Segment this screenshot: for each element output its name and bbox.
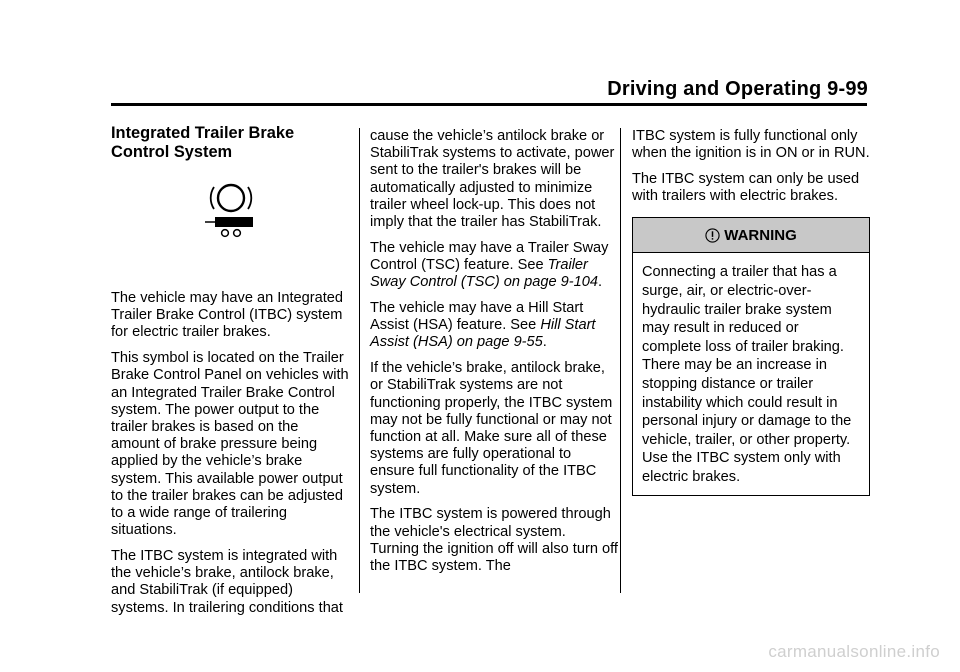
column-3 bbox=[632, 128, 870, 496]
warning-label: WARNING bbox=[724, 226, 797, 244]
watermark: carmanualsonline.info bbox=[768, 642, 940, 661]
paragraph: The ITBC system is powered through the vehicle's electrical system. Turning the ignition off will also turn off the ITBC system. The bbox=[370, 506, 618, 575]
cross-reference-link[interactable]: Hill Start Assist (HSA) on page 9-55 bbox=[370, 317, 596, 351]
warning-header bbox=[633, 218, 869, 253]
column-divider bbox=[359, 128, 360, 593]
paragraph-text: The vehicle may have a Trailer Sway Control (TSC) feature. See bbox=[370, 239, 609, 274]
warning-box bbox=[632, 217, 870, 495]
column-divider bbox=[620, 128, 621, 593]
header-rule bbox=[111, 103, 867, 106]
paragraph bbox=[370, 300, 618, 352]
warning-triangle-icon bbox=[705, 228, 720, 243]
column-2 bbox=[370, 128, 618, 584]
column-1 bbox=[111, 124, 349, 625]
paragraph: This symbol is located on the Trailer Brake Control Panel on vehicles with an Integrated Trailer Brake Control system. The power output to the trailer brakes is based on the amount of brake pressure being applied by the vehicle’s brake system. This available power output to the trailer brakes can be adjusted to a wide range of trailering situations. bbox=[111, 350, 349, 539]
trailer-brake-symbol-icon bbox=[203, 178, 259, 242]
paragraph: The ITBC system can only be used with trailers with electric brakes. bbox=[632, 171, 860, 205]
paragraph: cause the vehicle’s antilock brake or StabiliTrak systems to activate, power sent to the trailer's brakes will be automatically adjusted to minimize trailer wheel lock-up. This does not imply that the trailer has StabiliTrak. bbox=[370, 128, 615, 231]
trailer-brake-symbol bbox=[111, 172, 349, 272]
warning-text: Connecting a trailer that has a surge, air, or electric-over-hydraulic trailer brake system may result in reduced or complete loss of trailer braking. There may be an increase in stopping distance or trailer instability which could result in personal injury or damage to the vehicle, trailer, or other property. Use the ITBC system only with electric brakes. bbox=[642, 264, 852, 485]
section-heading bbox=[111, 124, 349, 162]
paragraph bbox=[370, 240, 618, 292]
page-header-title: Driving and Operating 9-99 bbox=[607, 78, 868, 100]
paragraph: ITBC system is fully functional only when the ignition is in ON or in RUN. bbox=[632, 128, 870, 162]
section-heading-line: Integrated Trailer Brake bbox=[111, 124, 295, 142]
paragraph: The vehicle may have an Integrated Trailer Brake Control (ITBC) system for electric trailer brakes. bbox=[111, 290, 344, 341]
paragraph-text: The vehicle may have a Hill Start Assist (HSA) feature. See bbox=[370, 300, 584, 334]
cross-reference-link[interactable]: Trailer Sway Control (TSC) on page 9-104 bbox=[370, 257, 598, 291]
paragraph-end: . bbox=[597, 274, 602, 291]
paragraph-end: . bbox=[542, 334, 547, 351]
paragraph: The ITBC system is integrated with the vehicle’s brake, antilock brake, and StabiliTrak (if equipped) systems. In trailering conditions that bbox=[111, 548, 343, 616]
section-heading-line: Control System bbox=[111, 143, 233, 161]
paragraph: If the vehicle’s brake, antilock brake, or StabiliTrak systems are not functioning properly, the ITBC system may not be fully functional or may not function at all. Make sure all of these systems are fully operational to ensure full functionality of the ITBC system. bbox=[370, 360, 613, 497]
